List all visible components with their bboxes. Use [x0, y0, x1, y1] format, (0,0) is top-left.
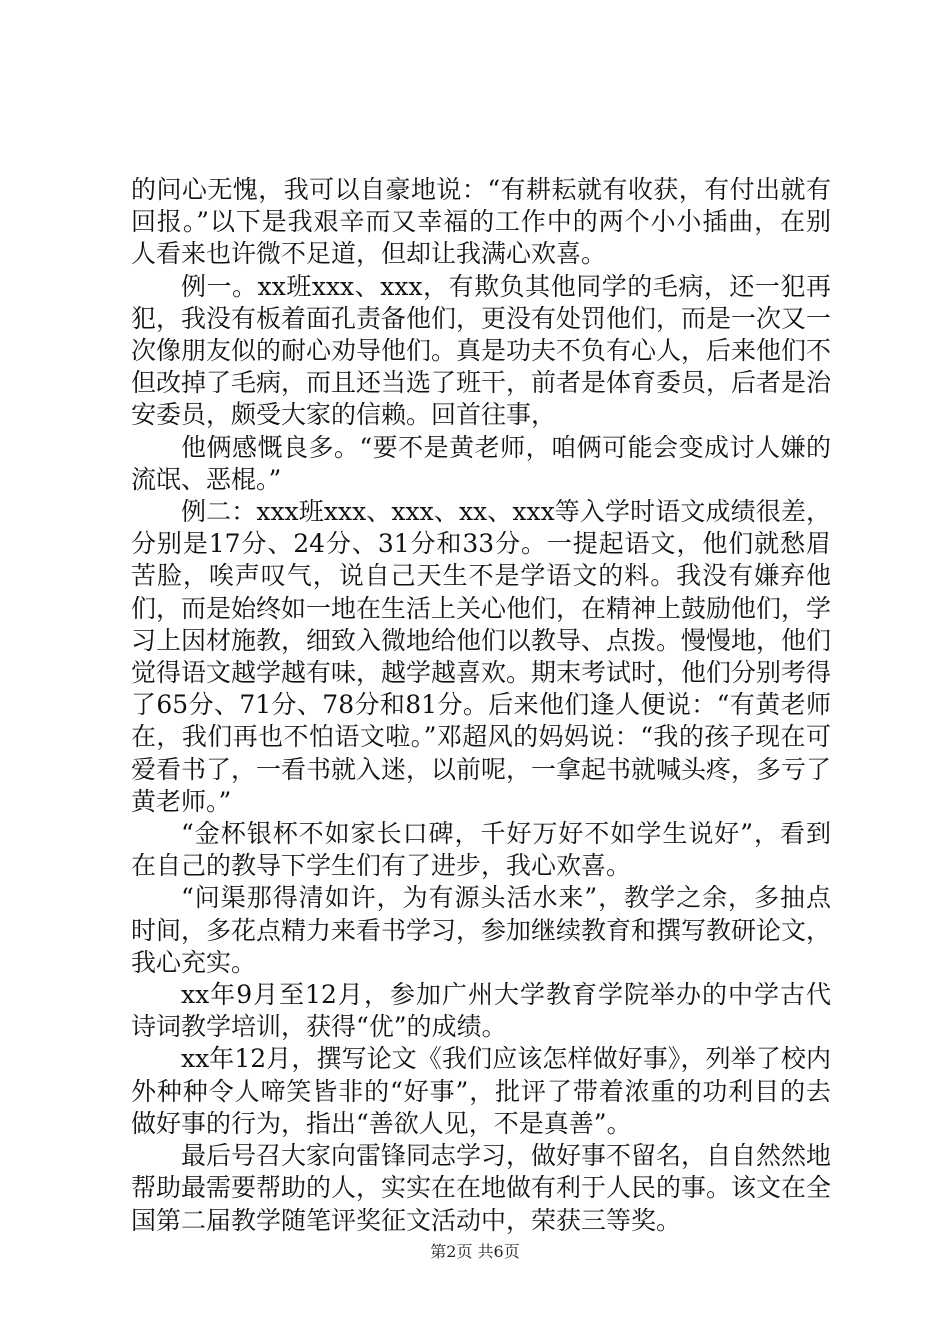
- paragraph-7: xx年9月至12月，参加广州大学教育学院举办的中学古代诗词教学培训，获得“优”的成绩。: [131, 980, 831, 1042]
- document-body: [131, 174, 831, 1237]
- paragraph-3: 他俩感慨良多。“要不是黄老师，咱俩可能会变成讨人嫌的流氓、恶棍。”: [131, 432, 831, 494]
- paragraph-8: xx年12月，撰写论文《我们应该怎样做好事》，列举了校内外种种令人啼笑皆非的“好事”，批评了带着浓重的功利目的去做好事的行为，指出“善欲人见，不是真善”。: [131, 1044, 831, 1138]
- paragraph-1: 的问心无愧，我可以自豪地说：“有耕耘就有收获，有付出就有回报。”以下是我艰辛而又幸福的工作中的两个小小插曲，在别人看来也许微不足道，但却让我满心欢喜。: [131, 175, 831, 269]
- paragraph-2: 例一。xx班xxx、xxx，有欺负其他同学的毛病，还一犯再犯，我没有板着面孔责备他们，更没有处罚他们，而是一次又一次像朋友似的耐心劝导他们。真是功夫不负有心人，后来他们不但改掉了毛病，而且还当选了班干，前者是体育委员，后者是治安委员，颇受大家的信赖。回首往事，: [131, 271, 832, 430]
- page-footer: [0, 1239, 950, 1262]
- paragraph-6: “问渠那得清如许，为有源头活水来”，教学之余，多抽点时间，多花点精力来看书学习，参加继续教育和撰写教研论文，我心充实。: [131, 883, 832, 977]
- paragraph-4: 例二：xxx班xxx、xxx、xx、xxx等入学时语文成绩很差，分别是17分、24分、31分和33分。一提起语文，他们就愁眉苦脸，唉声叹气，说自己天生不是学语文的料。我没有嫌弃他们，而是始终如一地在生活上关心他们，在精神上鼓励他们，学习上因材施教，细致入微地给他们以教导、点拨。慢慢地，他们觉得语文越学越有味，越学越喜欢。期末考试时，他们分别考得了65分、71分、78分和81分。后来他们逢人便说：“有黄老师在，我们再也不怕语文啦。”邓超风的妈妈说：“我的孩子现在可爱看书了，一看书就入迷，以前呢，一拿起书就喊头疼，多亏了黄老师。”: [131, 497, 832, 816]
- page-number-label: 第2页 共6页: [430, 1242, 520, 1261]
- paragraph-5: “金杯银杯不如家长口碑，千好万好不如学生说好”，看到在自己的教导下学生们有了进步，我心欢喜。: [131, 819, 831, 881]
- paragraph-9: 最后号召大家向雷锋同志学习，做好事不留名，自自然然地帮助最需要帮助的人，实实在在地做有利于人民的事。该文在全国第二届教学随笔评奖征文活动中，荣获三等奖。: [131, 1141, 832, 1235]
